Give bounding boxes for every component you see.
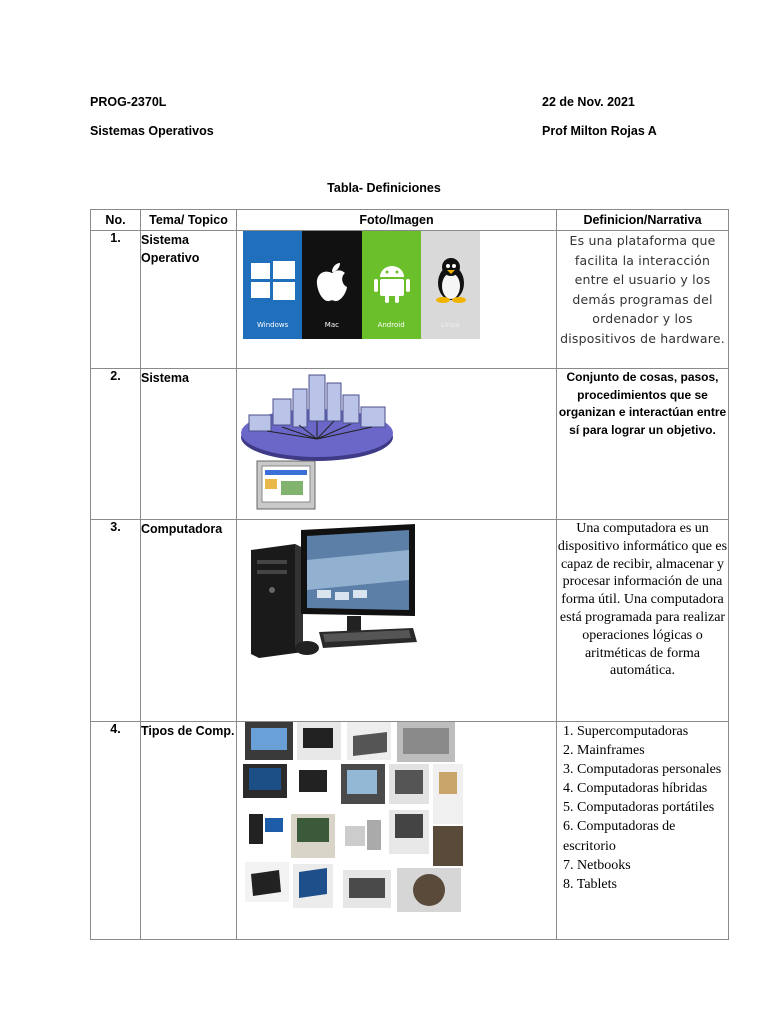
course-name: Sistemas Operativos (90, 124, 214, 138)
row-topic: Sistema (141, 369, 237, 520)
row-definition (557, 722, 729, 940)
document-date: 22 de Nov. 2021 (542, 95, 635, 109)
table-row (91, 520, 729, 722)
android-tile (362, 231, 421, 339)
desktop-computer-illustration (237, 520, 557, 716)
column-header-definicion: Definicion/Narrativa (557, 210, 729, 231)
linux-label: Linux (440, 321, 460, 329)
list-item: 4. Computadoras híbridas (563, 781, 708, 797)
apple-logo-icon (310, 261, 354, 305)
row-topic: Tipos de Comp. (141, 722, 237, 940)
list-item: 5. Computadoras portátiles (563, 800, 715, 816)
table-row (91, 722, 729, 940)
android-label: Android (377, 321, 405, 329)
list-item: 8. Tablets (563, 876, 617, 892)
table-header-row (91, 210, 729, 231)
row-number: 4. (91, 722, 141, 940)
computer-image (237, 520, 557, 722)
linux-tile (421, 231, 480, 339)
list-item: 6. Computadoras de escritorio (563, 819, 676, 854)
list-item: 2. Mainframes (563, 743, 645, 759)
table-row (91, 369, 729, 520)
row-definition: Conjunto de cosas, pasos, procedimientos que se organizan e interactúan entre sí para lograr un objetivo. (557, 369, 729, 520)
row-number: 1. (91, 231, 141, 369)
course-code: PROG-2370L (90, 95, 167, 109)
row-number: 3. (91, 520, 141, 722)
city-network-illustration (237, 369, 557, 514)
windows-label: Windows (257, 321, 289, 329)
column-header-no: No. (91, 210, 141, 231)
mac-tile (302, 231, 361, 339)
computer-types-collage (237, 722, 557, 940)
table-row (91, 231, 729, 369)
row-definition: Una computadora es un dispositivo informático que es capaz de recibir, almacenar y procesar información de una forma útil. Una computadora está programada para realizar operaciones lógicas o aritméticas de forma automática. (557, 520, 729, 722)
row-topic: Computadora (141, 520, 237, 722)
definitions-table (90, 209, 729, 940)
list-item: 7. Netbooks (563, 857, 631, 873)
list-item: 3. Computadoras personales (563, 762, 722, 778)
android-logo-icon (370, 261, 414, 305)
os-logos-image (237, 231, 557, 369)
mac-label: Mac (324, 321, 339, 329)
tux-penguin-icon (429, 255, 473, 303)
professor-name: Prof Milton Rojas A (542, 124, 657, 138)
table-title: Tabla- Definiciones (327, 181, 441, 195)
column-header-imagen: Foto/Imagen (237, 210, 557, 231)
row-topic: Sistema Operativo (141, 231, 237, 369)
row-definition: Es una plataforma que facilita la interacción entre el usuario y los demás programas del ordenador y los dispositivos de hardware. (557, 231, 729, 369)
computer-types-collage-illustration (237, 722, 557, 934)
list-item: 1. Supercomputadoras (563, 724, 689, 739)
system-network-image (237, 369, 557, 520)
row-number: 2. (91, 369, 141, 520)
windows-logo-icon (251, 261, 295, 301)
column-header-tema: Tema/ Topico (141, 210, 237, 231)
windows-tile (243, 231, 302, 339)
computer-types-list (557, 722, 728, 894)
